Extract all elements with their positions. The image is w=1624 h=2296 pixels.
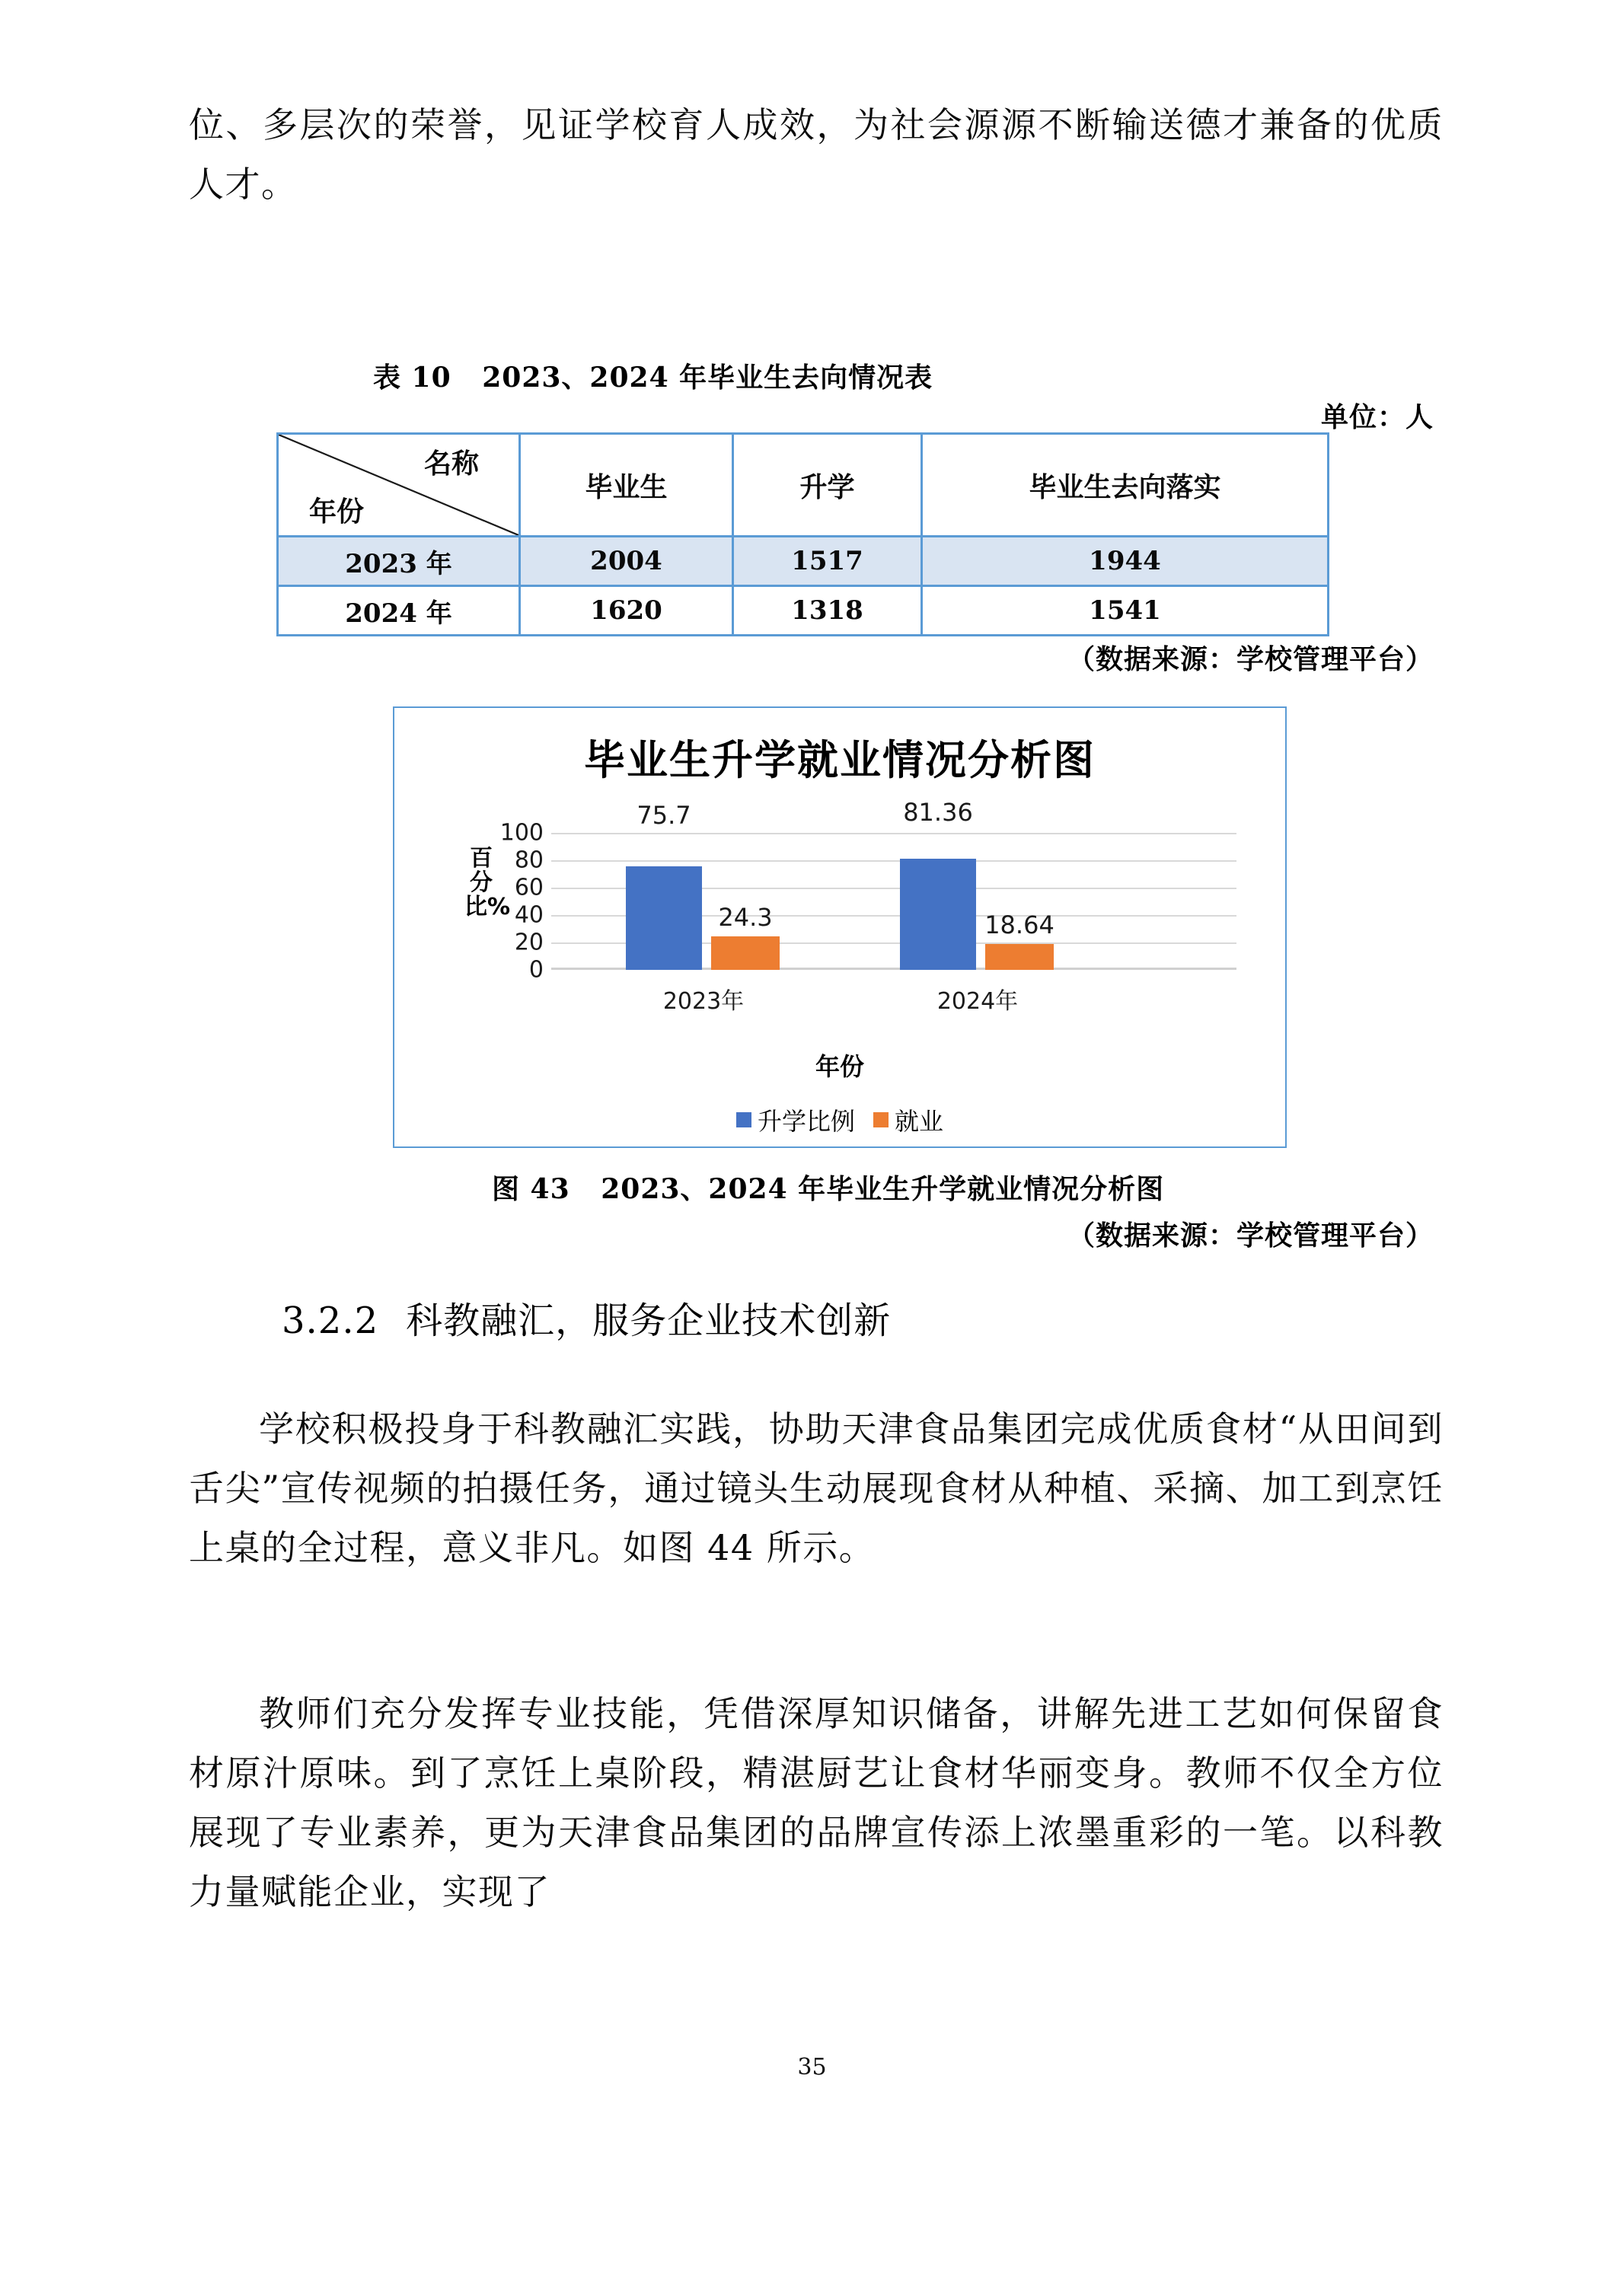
chart-y-axis-label: 百分比% bbox=[464, 845, 511, 920]
chart-plot-area bbox=[499, 798, 1236, 1015]
bar-value-label: 24.3 bbox=[718, 903, 773, 932]
y-tick-label: 20 bbox=[514, 929, 544, 956]
cell-further-study: 1318 bbox=[733, 586, 922, 636]
chart-legend bbox=[394, 1102, 1285, 1137]
gridline bbox=[551, 833, 1236, 834]
legend-swatch-blue-icon bbox=[736, 1112, 751, 1127]
cell-destination: 1944 bbox=[922, 537, 1329, 586]
cell-graduates: 1620 bbox=[520, 586, 733, 636]
bar-2024-employment bbox=[985, 944, 1054, 970]
chart-container bbox=[393, 706, 1287, 1148]
y-tick-label: 40 bbox=[514, 901, 544, 929]
legend-label: 升学比例 bbox=[757, 1107, 855, 1136]
bar-2023-employment bbox=[711, 936, 780, 970]
legend-swatch-orange-icon bbox=[873, 1112, 889, 1127]
legend-label: 就业 bbox=[895, 1107, 944, 1136]
bar-2023-further-study bbox=[626, 866, 702, 970]
table-source-note: （数据来源：学校管理平台） bbox=[1067, 643, 1434, 675]
corner-column-label: 名称 bbox=[423, 448, 479, 480]
graduate-destination-table bbox=[276, 432, 1329, 636]
x-tick-label: 2024年 bbox=[936, 988, 1019, 1015]
y-tick-label: 0 bbox=[528, 956, 544, 984]
cell-destination: 1541 bbox=[922, 586, 1329, 636]
cell-year: 2023 年 bbox=[278, 537, 520, 586]
bar-value-label: 18.64 bbox=[984, 910, 1054, 939]
cell-year: 2024 年 bbox=[278, 586, 520, 636]
legend-item-further-study bbox=[736, 1102, 855, 1137]
section-number: 3.2.2 bbox=[282, 1299, 379, 1342]
bar-value-label: 75.7 bbox=[637, 801, 691, 830]
chart-x-axis-label: 年份 bbox=[815, 1052, 864, 1081]
bar-value-label: 81.36 bbox=[903, 798, 973, 827]
table-caption: 表 10 2023、2024 年毕业生去向情况表 bbox=[373, 362, 933, 394]
page-number: 35 bbox=[797, 2054, 827, 2081]
paragraph-1: 学校积极投身于科教融汇实践，协助天津食品集团完成优质食材“从田间到舌尖”宣传视频的拍摄任务，通过镜头生动展现食材从种植、采摘、加工到烹饪上桌的全过程，意义非凡。如图 44 所示。 bbox=[189, 1408, 1444, 1568]
y-tick-label: 100 bbox=[499, 819, 544, 847]
intro-paragraph: 位、多层次的荣誉，见证学校育人成效，为社会源源不断输送德才兼备的优质人才。 bbox=[189, 104, 1444, 205]
corner-row-label: 年份 bbox=[309, 496, 365, 528]
x-tick-label: 2023年 bbox=[662, 988, 745, 1015]
table-col-header-graduates: 毕业生 bbox=[520, 434, 733, 537]
paragraph-2: 教师们充分发挥专业技能，凭借深厚知识储备，讲解先进工艺如何保留食材原汁原味。到了烹饪上桌阶段，精湛厨艺让食材华丽变身。教师不仅全方位展现了专业素养，更为天津食品集团的品牌宣传添上浓墨重彩的一笔。以科教力量赋能企业，实现了 bbox=[189, 1693, 1444, 1912]
table-row bbox=[278, 537, 1329, 586]
bar-2024-further-study bbox=[900, 859, 976, 970]
gridline bbox=[551, 860, 1236, 862]
table-unit-label: 单位：人 bbox=[1320, 401, 1434, 433]
legend-item-employment bbox=[873, 1102, 943, 1137]
table-col-header-further-study: 升学 bbox=[733, 434, 922, 537]
section-title: 科教融汇，服务企业技术创新 bbox=[406, 1299, 892, 1342]
cell-further-study: 1517 bbox=[733, 537, 922, 586]
y-tick-label: 80 bbox=[514, 847, 544, 874]
table-header-row bbox=[278, 434, 1329, 537]
table-corner-cell bbox=[278, 434, 520, 537]
cell-graduates: 2004 bbox=[520, 537, 733, 586]
table-col-header-destination: 毕业生去向落实 bbox=[922, 434, 1329, 537]
chart-title: 毕业生升学就业情况分析图 bbox=[584, 736, 1096, 784]
section-heading bbox=[282, 1291, 891, 1344]
figure-source-note: （数据来源：学校管理平台） bbox=[1067, 1220, 1434, 1252]
table-row bbox=[278, 586, 1329, 636]
y-tick-label: 60 bbox=[514, 874, 544, 901]
figure-caption: 图 43 2023、2024 年毕业生升学就业情况分析图 bbox=[492, 1173, 1165, 1205]
